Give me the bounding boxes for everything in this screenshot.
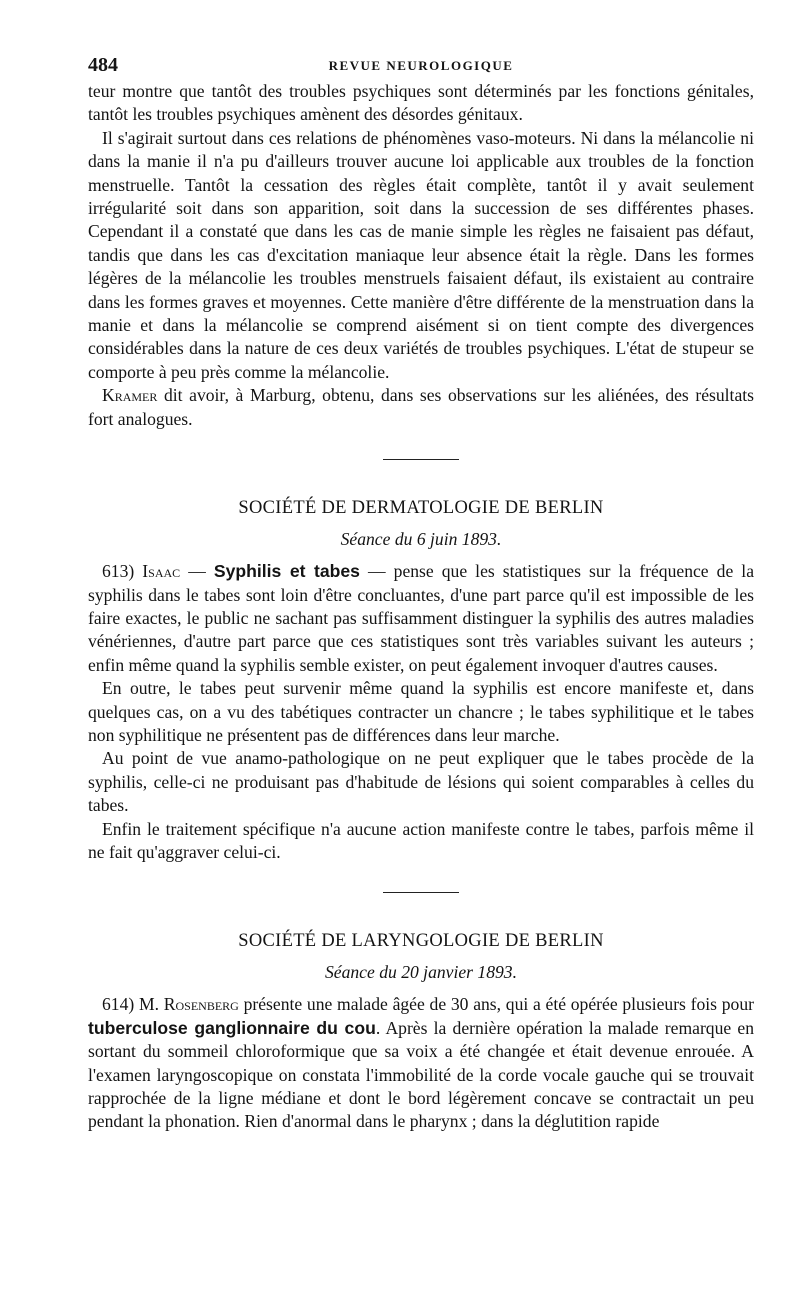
entry-dash: — (180, 561, 214, 582)
session-date: Séance du 20 janvier 1893. (324, 962, 518, 983)
entry-topic: Syphilis et tabes (213, 561, 360, 582)
paragraph: En outre, le tabes peut survenir même quand la syphilis est encore manifeste et, dans quelques cas, on a vu des tabétiques contracter un chancre ; le tabes syphilitique et le tabes non syphilitique ne présentent pas de différences dans leur marche. (88, 678, 754, 745)
page (88, 54, 754, 1134)
author-name: Kramer (102, 385, 158, 406)
session-date: Séance du 6 juin 1893. (340, 529, 502, 550)
entry-number: 614) M. (102, 994, 164, 1015)
entry-paragraph (88, 993, 754, 1133)
page-header (88, 54, 754, 80)
section-title: SOCIÉTÉ DE LARYNGOLOGIE DE BERLIN (238, 931, 604, 952)
author-name: Isaac (142, 561, 181, 582)
paragraph (88, 384, 754, 431)
entry-number: 613) (102, 561, 143, 582)
paragraph: Enfin le traitement spécifique n'a aucune action manifeste contre le tabes, parfois même il ne fait qu'aggraver celui-ci. (88, 818, 754, 862)
entry-paragraph (88, 560, 754, 677)
author-name: Rosenberg (163, 994, 239, 1015)
paragraph: teur montre que tantôt des troubles psychiques sont déterminés par les fonctions génitales, tantôt les troubles psychiques amènent des désordes génitaux. (88, 81, 754, 125)
entry-topic: tuberculose ganglionnaire du cou (88, 1017, 376, 1038)
paragraph-text: présente une malade âgée de 30 ans, qui a été opérée plusieurs fois pour (238, 994, 755, 1015)
paragraph-text: dit avoir, à Marburg, obtenu, dans ses observations sur les aliénées, des résultats fort analogues. (88, 385, 754, 429)
paragraph: Il s'agirait surtout dans ces relations de phénomènes vaso-moteurs. Ni dans la mélancolie ni dans la manie il n'a pu d'ailleurs trouver aucune loi applicable aux troubles de la fonction menstruelle. Tantôt la cessation des règles était complète, tantôt il y avait seulement irrégularité soit dans son apparition, soit dans la succession de ses différentes phases. Cependant il a constaté que dans les cas de manie simple les règles ne faisaient pas défaut, tandis que dans les cas d'excitation maniaque leur absence était la règle. Dans les formes légères de la mélancolie les troubles menstruels faisaient défaut, ils existaient au contraire dans les formes graves et moyennes. Cette manière d'être différente de la menstruation dans la manie et dans la mélancolie se comprend aisément si on tient compte des divergences considérables dans la nature de ces deux variétés de troubles psychiques. L'état de stupeur se comporte à peu près comme la mélancolie. (88, 127, 754, 382)
paragraph: Au point de vue anamo-pathologique on ne peut expliquer que le tabes procède de la syphilis, celle-ci ne produisant pas d'habitude de lésions qui soient comparables à celles du tabes. (88, 748, 754, 816)
section-title: SOCIÉTÉ DE DERMATOLOGIE DE BERLIN (238, 498, 604, 519)
paragraph-text: . Après la dernière opération la malade remarque en sortant du sommeil chloroformique que sa voix a été changée et était devenue enrouée. A l'examen laryngoscopique on constata l'immobilité de la corde vocale gauche qui se trouvait rapprochée de la ligne médiane et dont le bord légèrement concave se contractait un peu pendant la phonation. Rien d'anormal dans le pharynx ; dans la déglutition rapide (88, 1017, 754, 1132)
paragraph-text: — pense que les statistiques sur la fréquence de la syphilis dans le tabes sont loin d'être concluantes, d'une part parce qu'il est impossible de les faire exactes, le public ne sachant pas suffisamment distinguer la syphilis des autres maladies vénériennes, d'autre part parce que ces statistiques sont très variables suivant les auteurs ; enfin même quand la syphilis semble exister, on peut également invoquer d'autres causes. (88, 561, 754, 675)
running-title: REVUE NEUROLOGIQUE (328, 58, 514, 73)
page-number: 484 (88, 54, 118, 76)
